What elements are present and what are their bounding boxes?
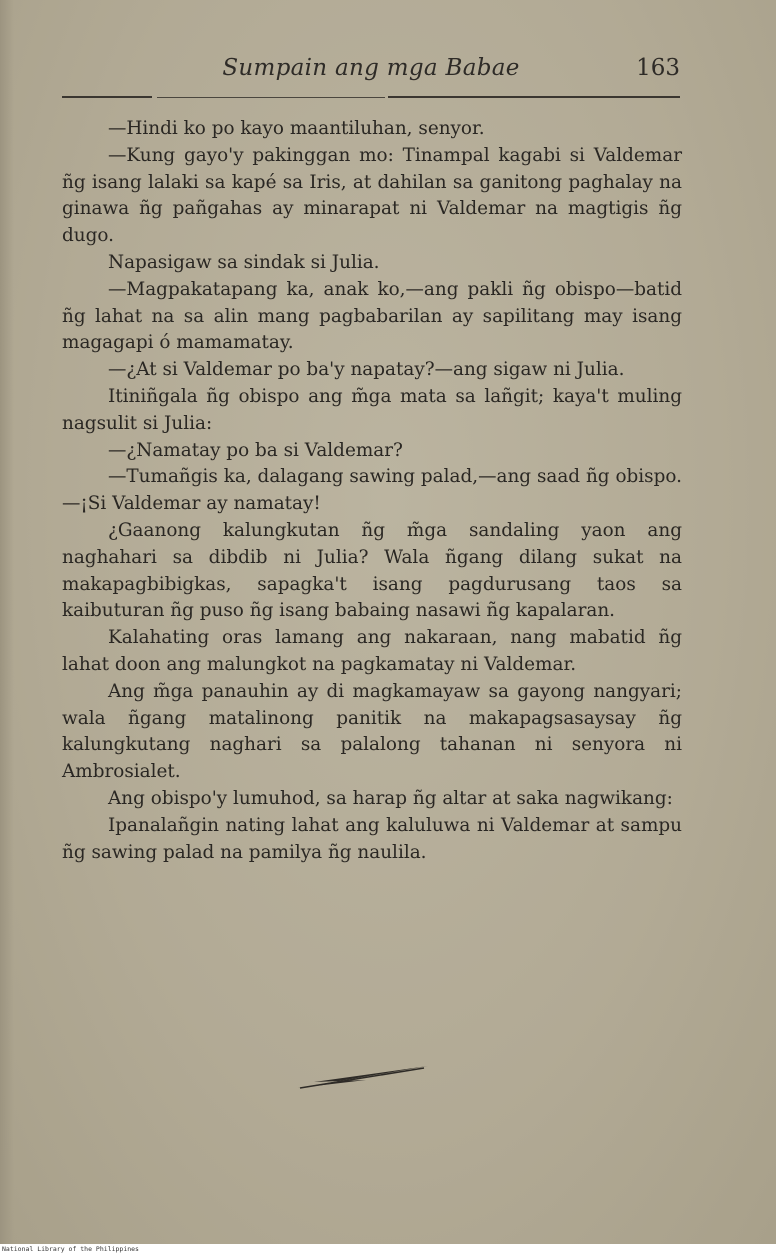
header-rule-middle <box>157 97 385 98</box>
paragraph: Ang m̃ga panauhin ay di magkamayaw sa gayong nangyari; wala ñgang matalinong panitik na makapagsasaysay ñg kalungkutang naghari sa palalong tahanan ni senyora ni Ambrosialet. <box>62 680 682 783</box>
paragraph: Kalahating oras lamang ang nakaraan, nang mabatid ñg lahat doon ang malungkot na pagkamatay ni Valdemar. <box>62 627 682 675</box>
body-text <box>62 116 682 866</box>
paragraph: —Kung gayo'y pakinggan mo: Tinampal kagabi si Valdemar ñg isang lalaki sa kapé sa Iris, at dahilan sa ganitong paghalay na ginawa ñg pañgahas ay minarapat ni Valdemar na magtigis ñg dugo. <box>62 144 682 247</box>
paragraph: —Tumañgis ka, dalagang sawing palad,—ang saad ñg obispo.—¡Si Valdemar ay namatay! <box>62 466 682 515</box>
paragraph: Napasigaw sa sindak si Julia. <box>108 251 380 273</box>
paragraph: Ipanalañgin nating lahat ang kaluluwa ni Valdemar at sampu ñg sawing palad na pamilya ñg naulila. <box>62 814 682 863</box>
paragraph: —¿Namatay po ba si Valdemar? <box>108 439 403 461</box>
page-number: 163 <box>636 55 680 81</box>
paragraph: Itiniñgala ñg obispo ang m̃ga mata sa lañgit; kaya't muling nagsulit si Julia: <box>62 385 682 434</box>
paragraph: —¿At si Valdemar po ba'y napatay?—ang sigaw ni Julia. <box>108 359 625 381</box>
page-header <box>62 55 680 87</box>
paragraph: —Magpakatapang ka, anak ko,—ang pakli ñg obispo—batid ñg lahat na sa alin mang pagbabarilan ay sapilitang may isang magagapi ó mamamatay. <box>62 278 682 354</box>
header-rule-left <box>62 96 152 98</box>
page-edge-shadow <box>0 0 14 1244</box>
paragraph: —Hindi ko po kayo maantiluhan, senyor. <box>108 118 485 139</box>
end-flourish-ornament <box>296 1062 430 1092</box>
paragraph: ¿Gaanong kalungkutan ñg m̃ga sandaling yaon ang naghahari sa dibdib ni Julia? Wala ñgang dilang sukat na makapagbibigkas, sapagka't isang pagdurusang taos sa kaibuturan ñg puso ñg isang babaing nasawi ñg kapalaran. <box>62 519 682 622</box>
running-title: Sumpain ang mga Babae <box>222 55 520 81</box>
paragraph: Ang obispo'y lumuhod, sa harap ñg altar at saka nagwikang: <box>108 787 673 809</box>
header-rule-right <box>388 96 680 98</box>
library-credit: National Library of the Philippines <box>2 1245 139 1253</box>
